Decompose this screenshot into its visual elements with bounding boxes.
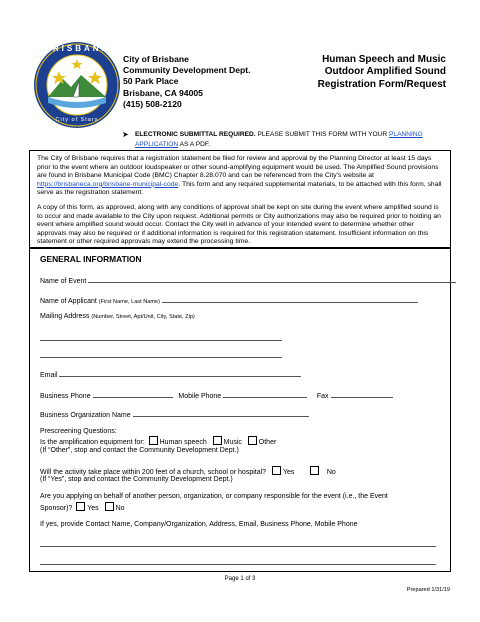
seal-bottom-text: City of Stars [55, 117, 99, 123]
amplification-question: Is the amplification equipment for: [40, 439, 145, 446]
name-of-applicant-hint: (First Name, Last Name) [98, 299, 160, 305]
name-of-applicant-label: Name of Applicant [40, 298, 97, 305]
business-organization-row [40, 408, 309, 420]
contact-line-1[interactable] [40, 546, 436, 547]
behalf-no-checkbox[interactable] [105, 502, 114, 511]
intro-paragraph-2: A copy of this form, as approved, along with any conditions of approval shall be kept on site during the event where amplified sound is to occur and made available to the City upon request. Additional permits or City authorizations may also be required prior to holding an event where amplified sound would occur. Contact the City well in advance of your intended event to determine whether other approvals may also be required or if additional information is required for this registration statement. Insufficient information on this statement or other required approvals may extend the processing time. [37, 203, 441, 246]
mobile-phone-label: Mobile Phone [178, 393, 222, 400]
prepared-date: Prepared 1/31/19 [406, 587, 450, 593]
mailing-address-line-2[interactable] [40, 357, 282, 358]
fax-label: Fax [316, 393, 329, 400]
mailing-address-hint: (Number, Street, Apt/Unit, City, State, Zip) [91, 314, 195, 320]
org-name: City of Brisbane [123, 54, 189, 64]
intro-box [29, 150, 451, 248]
music-checkbox[interactable] [213, 436, 222, 445]
human-speech-checkbox[interactable] [149, 436, 158, 445]
business-organization-label: Business Organization Name [40, 412, 131, 419]
church-yes-checkbox[interactable] [272, 466, 281, 475]
church-no-label: No [326, 469, 336, 476]
intro-p1-text-end: . This form and any required supplemental materials, to be attached with this form, shall serve as the registration statement. [37, 180, 442, 197]
submittal-bold: ELECTRONIC SUBMITTAL REQUIRED. [135, 131, 256, 138]
fax-field[interactable] [331, 389, 393, 398]
form-title [296, 54, 446, 91]
other-label: Other [258, 439, 277, 446]
municipal-code-link[interactable]: https://brisbaneca.org/brisbane-municipal-code [37, 180, 179, 188]
behalf-question-row [40, 502, 125, 513]
title-line-2: Outdoor Amplified Sound [324, 66, 446, 78]
name-of-event-row [40, 274, 456, 286]
office-address [123, 54, 251, 110]
page-number: Page 1 of 3 [224, 576, 256, 582]
church-no-checkbox[interactable] [310, 466, 319, 475]
behalf-question-line-2: Sponsor)? [40, 505, 73, 512]
prescreening-label: Prescreening Questions: [40, 428, 117, 435]
church-yes-label: Yes [282, 469, 295, 476]
seal-top-text: BRISBANE [44, 44, 110, 53]
behalf-yes-label: Yes [87, 505, 99, 512]
mobile-phone-field[interactable] [223, 389, 307, 398]
city-state-zip: Brisbane, CA 94005 [123, 87, 203, 98]
behalf-no-label: No [115, 505, 125, 512]
church-question: Will the activity take place within 200 feet of a church, school or hospital? [40, 469, 267, 476]
email-label: Email [40, 372, 58, 379]
music-label: Music [223, 439, 242, 446]
dept-name: Community Development Dept. [123, 65, 251, 76]
title-line-1: Human Speech and Music [322, 54, 446, 65]
business-phone-label: Business Phone [40, 393, 91, 400]
arrow-bullet-icon: ➤ [122, 130, 129, 139]
other-note: (If “Other”, stop and contact the Community Development Dept.) [40, 447, 239, 454]
other-checkbox[interactable] [248, 436, 257, 445]
phones-row [40, 389, 393, 401]
behalf-question-line-1: Are you applying on behalf of another person, organization, or company responsible for the event (i.e., the Event [40, 493, 388, 500]
street: 50 Park Place [123, 76, 179, 87]
mailing-address-label: Mailing Address [40, 313, 90, 320]
yes-note: (If “Yes”, stop and contact the Community Development Dept.) [40, 476, 233, 483]
email-field[interactable] [59, 368, 301, 377]
intro-paragraph-1 [37, 155, 443, 198]
business-organization-field[interactable] [133, 408, 309, 417]
planning-application-link[interactable]: PLANNING APPLICATION [135, 131, 423, 148]
contact-line-2[interactable] [40, 564, 436, 565]
mailing-address-row [40, 312, 195, 322]
intro-p1-text: The City of Brisbane requires that a registration statement be filed for review and approval by the Planning Director at least 15 days prior to the event where an outdoor loudspeaker or other sound-amplifying equipment would be used. The Amplified Sound provisions are found in Brisbane Municipal Code (BMC) Chapter 8.28.070 and can be referenced from the City’s website at [37, 155, 439, 180]
name-of-applicant-row [40, 294, 418, 307]
name-of-event-label: Name of Event [40, 278, 87, 285]
mailing-address-line-1[interactable] [40, 340, 282, 341]
submittal-note [122, 130, 452, 150]
submittal-text: PLEASE SUBMIT THIS FORM WITH YOUR [255, 131, 390, 138]
section-heading: GENERAL INFORMATION [40, 254, 142, 264]
name-of-applicant-field[interactable] [162, 294, 418, 303]
contact-instructions: If yes, provide Contact Name, Company/Organization, Address, Email, Business Phone, Mobile Phone [40, 521, 358, 528]
email-row [40, 368, 301, 380]
human-speech-label: Human speech [159, 439, 207, 446]
title-line-3: Registration Form/Request [317, 78, 446, 90]
behalf-yes-checkbox[interactable] [76, 502, 85, 511]
phone: (415) 508-2120 [123, 98, 182, 109]
business-phone-field[interactable] [93, 389, 173, 398]
name-of-event-field[interactable] [88, 274, 456, 283]
submittal-text-end: AS A PDF. [178, 141, 211, 148]
city-seal-logo [33, 41, 121, 129]
